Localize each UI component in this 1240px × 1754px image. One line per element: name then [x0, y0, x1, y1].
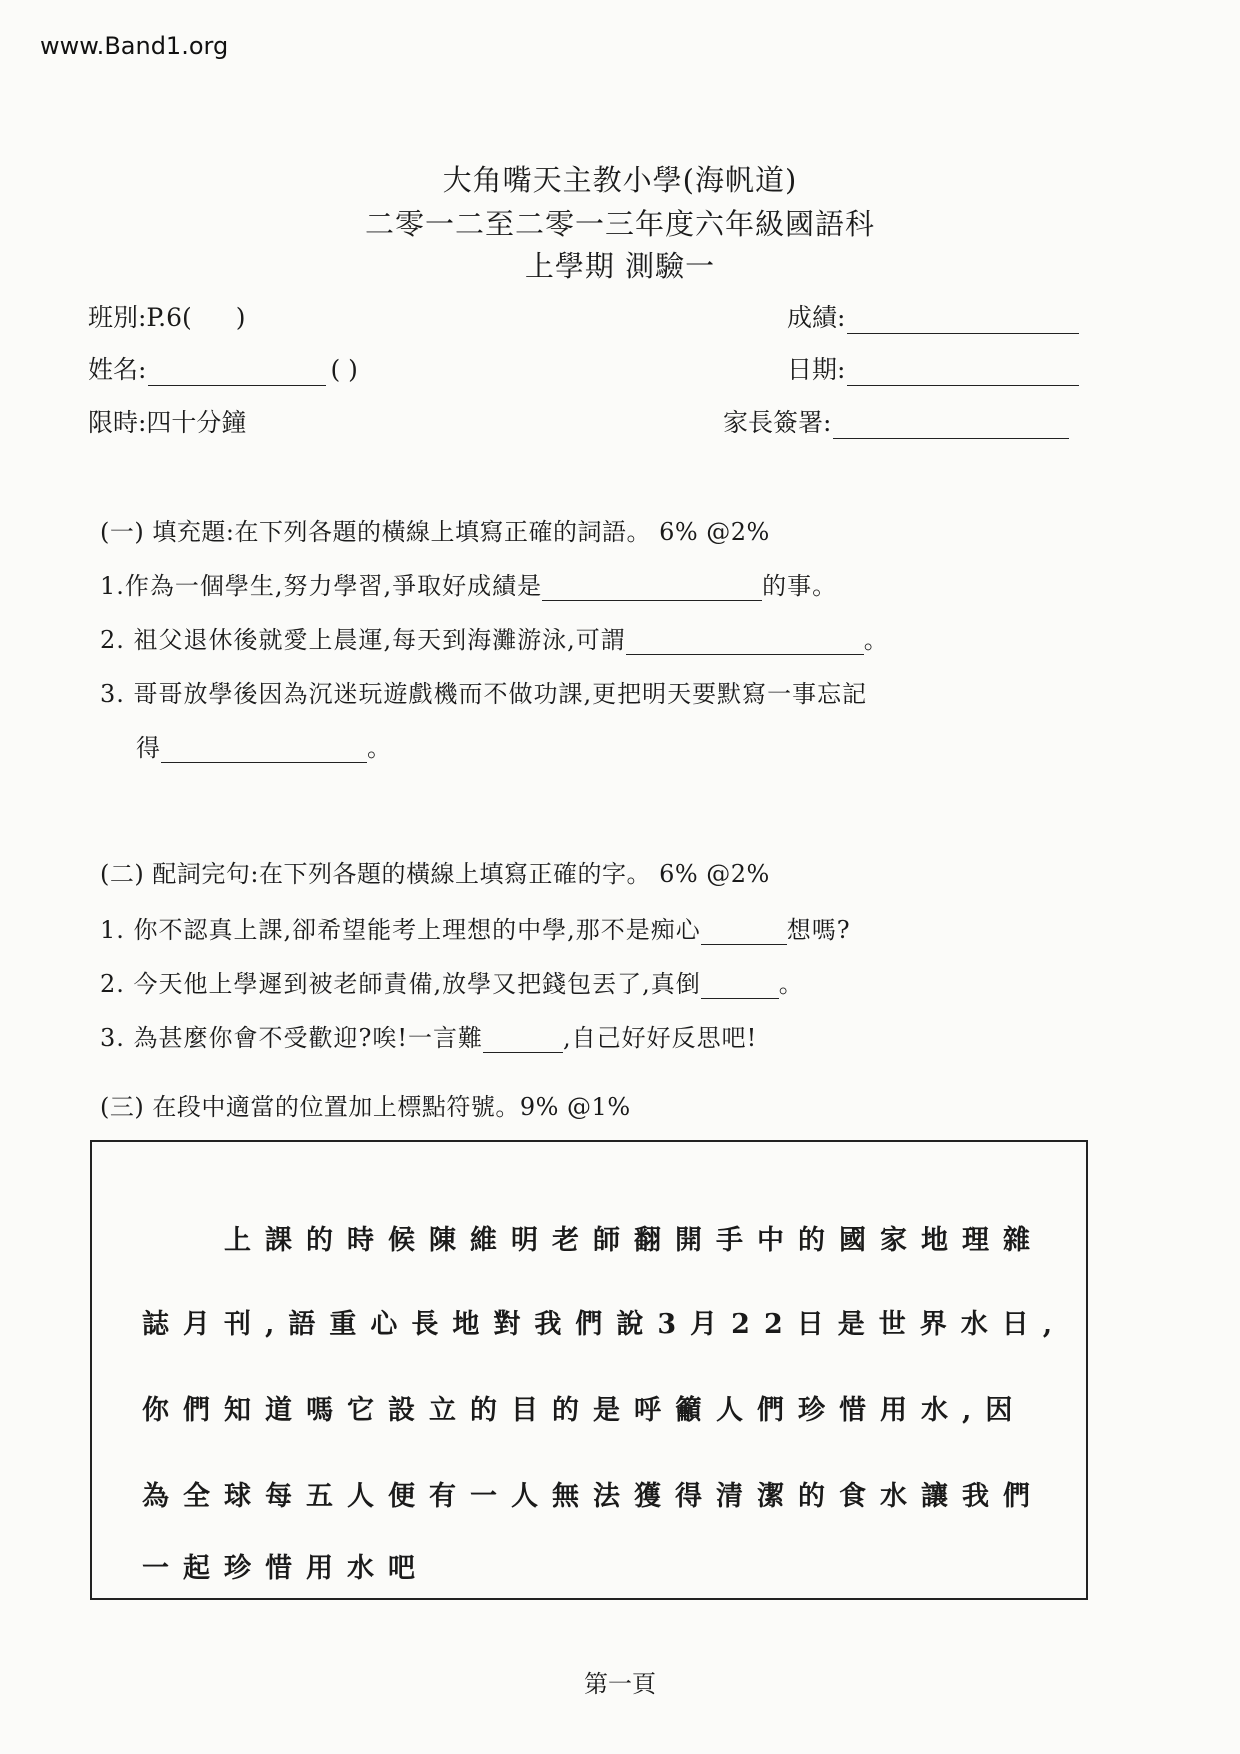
name-blank[interactable]	[148, 357, 326, 386]
passage-line: 為全球每五人便有一人無法獲得清潔的食水讓我們	[142, 1481, 1044, 1512]
parent-signature-blank[interactable]	[833, 410, 1069, 439]
section1-q3-text: 得	[136, 734, 161, 762]
section1-q1-text: 1.作為一個學生,努力學習,爭取好成績是	[100, 572, 543, 600]
section2-q1-blank[interactable]	[701, 920, 787, 945]
parent-signature-label: 家長簽署:	[723, 408, 832, 437]
section1-q3-line1: 3. 哥哥放學後因為沉迷玩遊戲機而不做功課,更把明天要默寫一事忘記	[100, 680, 868, 708]
term-test-title: 上學期 測驗一	[524, 249, 716, 283]
name-label: 姓名:	[88, 355, 147, 384]
section2-q1-end: 想嗎?	[786, 916, 851, 944]
school-name: 大角嘴天主教小學(海帆道)	[442, 163, 798, 197]
date-field	[787, 350, 1079, 386]
section2-q1	[100, 910, 851, 945]
section1-q2-end: 。	[863, 626, 889, 654]
date-label: 日期:	[787, 355, 846, 384]
section2-q3-end: ,自己好好反思吧!	[563, 1024, 758, 1052]
page-number: 第一頁	[584, 1670, 656, 1698]
passage-line: 你們知道嗎它設立的目的是呼籲人們珍惜用水,因	[142, 1395, 1027, 1426]
section1-q2-blank[interactable]	[626, 630, 864, 655]
section2-q3-text: 3. 為甚麼你會不受歡迎?唉!一言難	[100, 1024, 484, 1052]
section1-q3-blank[interactable]	[161, 738, 367, 763]
passage-line: 上課的時候陳維明老師翻開手中的國家地理雜	[224, 1225, 1044, 1256]
score-blank[interactable]	[847, 305, 1079, 334]
passage-line: 誌月刊,語重心長地對我們說3月22日是世界水日,	[142, 1309, 1067, 1340]
section1-heading: (一) 填充題:在下列各題的橫線上填寫正確的詞語。 6% @2%	[100, 518, 770, 546]
section2-q2	[100, 964, 804, 999]
section1-q1-end: 的事。	[762, 572, 838, 600]
passage-box	[90, 1140, 1088, 1600]
class-field	[88, 298, 246, 334]
section1-q1-blank[interactable]	[542, 576, 762, 601]
section2-q3	[100, 1018, 757, 1053]
section2-q2-end: 。	[778, 970, 804, 998]
year-subject-title: 二零一二至二零一三年度六年級國語科	[364, 207, 875, 241]
section1-q2-text: 2. 祖父退休後就愛上晨運,每天到海灘游泳,可謂	[100, 626, 626, 654]
section1-q3-end: 。	[367, 734, 392, 762]
section3-heading: (三) 在段中適當的位置加上標點符號。9% @1%	[100, 1093, 631, 1121]
section2-q2-text: 2. 今天他上學遲到被老師責備,放學又把錢包丟了,真倒	[100, 970, 701, 998]
section2-q3-blank[interactable]	[483, 1028, 563, 1053]
name-field	[88, 350, 358, 386]
section1-q1	[100, 566, 837, 601]
section2-q1-text: 1. 你不認真上課,卻希望能考上理想的中學,那不是痴心	[100, 916, 701, 944]
source-url: www.Band1.org	[40, 32, 229, 60]
section2-q2-blank[interactable]	[701, 974, 779, 999]
score-field	[787, 298, 1079, 334]
section2-heading: (二) 配詞完句:在下列各題的橫線上填寫正確的字。 6% @2%	[100, 860, 770, 888]
passage-line: 一起珍惜用水吧	[142, 1553, 429, 1584]
date-blank[interactable]	[847, 357, 1079, 386]
name-paren: ( )	[330, 355, 358, 384]
section1-q2	[100, 620, 889, 655]
score-label: 成績:	[787, 303, 846, 332]
time-limit: 限時:四十分鐘	[88, 408, 247, 437]
parent-signature-field	[723, 403, 1069, 439]
section1-q3-line2	[136, 728, 392, 763]
class-close: )	[235, 303, 246, 332]
class-label: 班別:P.6(	[88, 303, 192, 332]
